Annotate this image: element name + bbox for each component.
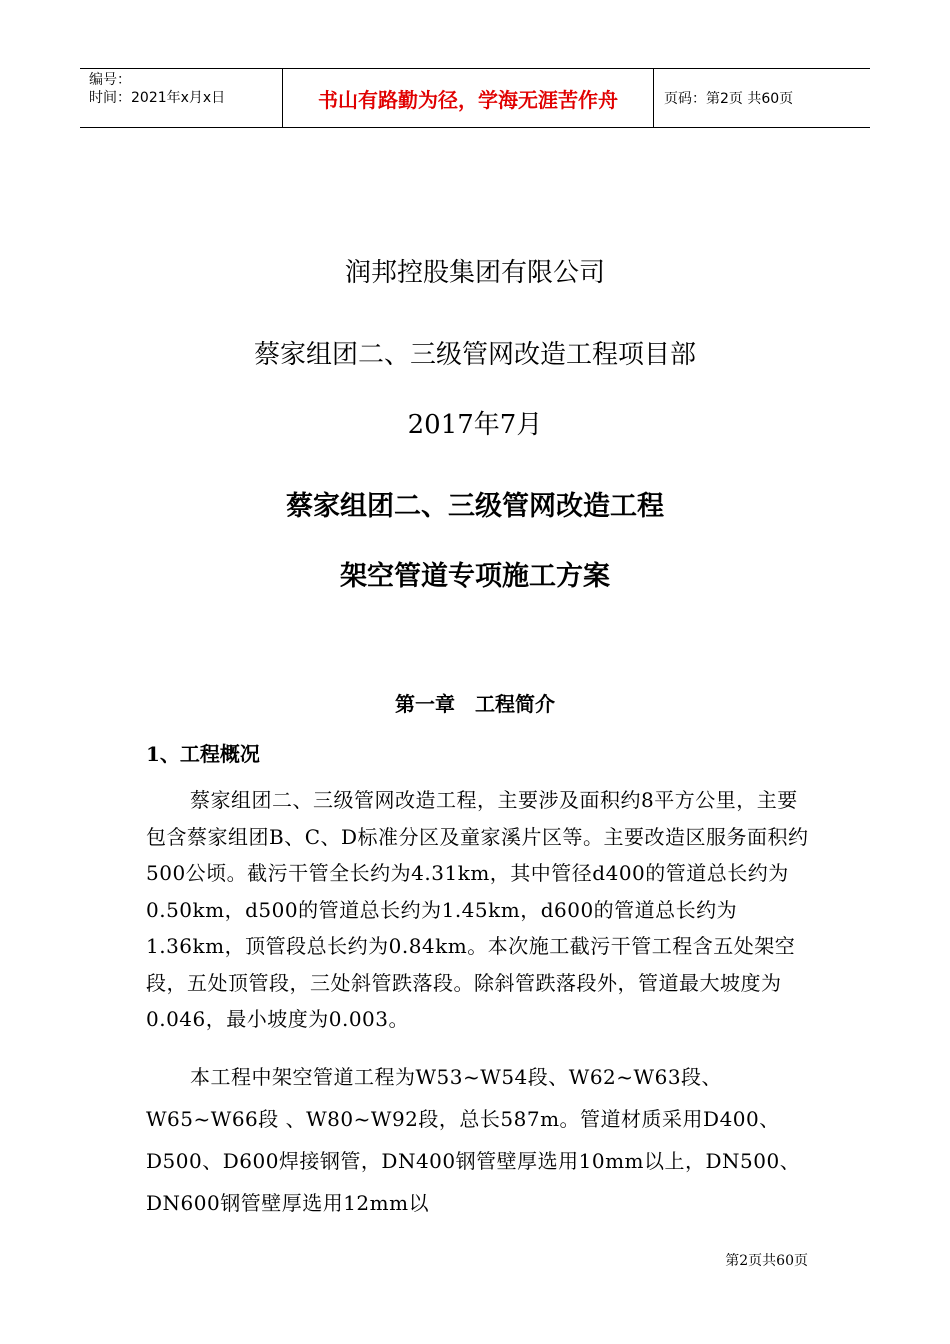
document-title-line2: 架空管道专项施工方案 bbox=[340, 561, 610, 592]
department-name: 蔡家组团二、三级管网改造工程项目部 bbox=[253, 340, 696, 370]
page-footer: 第2页共60页 bbox=[725, 1253, 808, 1269]
header-page-info: 页码：第2页 共60页 bbox=[664, 91, 794, 107]
chapter-title: 第一章 工程简介 bbox=[395, 692, 555, 716]
company-name: 润邦控股集团有限公司 bbox=[344, 258, 605, 288]
page-header bbox=[80, 68, 870, 128]
paragraph-overhead-pipes bbox=[146, 1056, 812, 1224]
document-title-line1: 蔡家组团二、三级管网改造工程 bbox=[286, 491, 664, 522]
header-motto: 书山有路勤为径，学海无涯苦作舟 bbox=[282, 69, 654, 127]
paragraph-overview bbox=[146, 782, 812, 1038]
header-time-label: 时间：2021年x月x日 bbox=[89, 90, 226, 106]
cover-date: 2017年7月 bbox=[407, 410, 543, 440]
paragraph-text: 本工程中架空管道工程为W53~W54段、W62~W63段、W65~W66段 、W80~W92段，总长587m。管道材质采用D400、D500、D600焊接钢管，DN400钢管壁厚选用10mm以上，DN500、DN600钢管壁厚选用12mm以 bbox=[146, 1065, 801, 1215]
header-meta bbox=[80, 69, 282, 127]
section-title: 1、工程概况 bbox=[146, 742, 260, 766]
paragraph-text: 蔡家组团二、三级管网改造工程，主要涉及面积约8平方公里，主要包含蔡家组团B、C、D标准分区及童家溪片区等。主要改造区服务面积约500公顷。截污干管全长约为4.31km，其中管径d400的管道总长约为0.50km，d500的管道总长约为1.45km，d600的管道总长约为1.36km，顶管段总长约为0.84km。本次施工截污干管工程含五处架空段，五处顶管段，三处斜管跌落段。除斜管跌落段外，管道最大坡度为0.046，最小坡度为0.003。 bbox=[146, 788, 809, 1031]
header-number-label: 编号： bbox=[89, 72, 131, 88]
